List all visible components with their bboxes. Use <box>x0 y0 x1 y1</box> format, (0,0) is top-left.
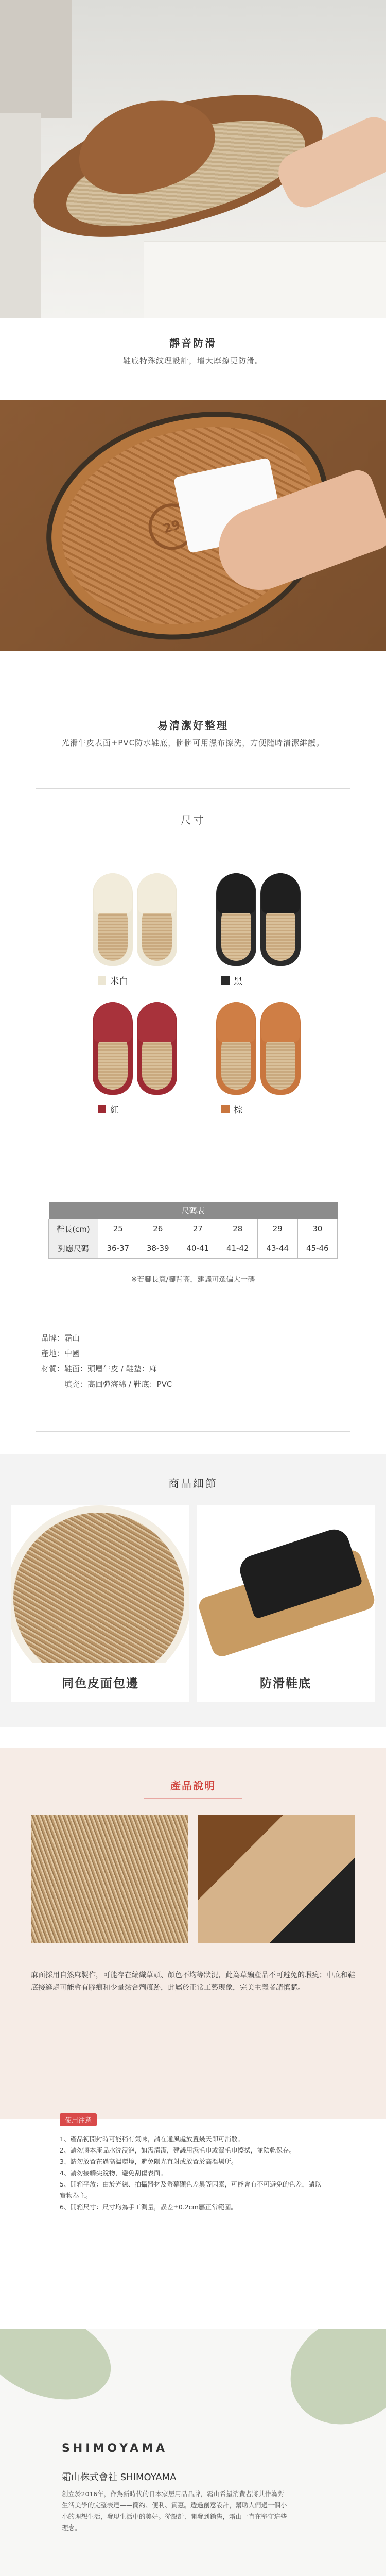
list-item: 3、請勿放置在過高溫環境，避免陽光直射或放置於高溫場所。 <box>60 2158 238 2165</box>
jute-footbed-image <box>11 1505 189 1663</box>
row-label: 鞋長(cm) <box>49 1219 98 1239</box>
detail-sole-photo <box>197 1505 375 1663</box>
slipper-strap <box>138 873 176 913</box>
list-item: 5、開箱平放：由於光線、拍攝器材及螢幕顯色差異等因素，可能會有不可避免的色差，請以實物為主。 <box>60 2180 321 2199</box>
slipper-strap <box>261 873 300 913</box>
row-label: 對應尺碼 <box>49 1239 98 1258</box>
slipper-pair-image <box>216 999 304 1100</box>
feature-quiet-caption <box>0 335 386 366</box>
brand-section <box>0 2329 386 2576</box>
table-cell: 38-39 <box>138 1239 178 1258</box>
size-table <box>48 1202 338 1259</box>
usage-notice <box>60 2113 327 2213</box>
color-options <box>0 871 386 1123</box>
slipper-pair-image <box>93 871 180 971</box>
table-header-row <box>49 1202 338 1219</box>
plant-leaf-image <box>271 2329 386 2446</box>
sole-seam-photo <box>198 1815 355 1943</box>
color-swatch <box>221 976 230 985</box>
list-item: 1、產品初開封時可能稍有氣味，請在通風處放置幾天即可消散。 <box>60 2135 244 2143</box>
brand-description: 創立於2016年，作為新時代的日本家居用品品牌，霜山希望消費者將其作為對生活美學的完整表達——簡約、便利、實惠。透過創意設計，幫助人們過一個小小的理想生活，發現生活中的美好。從設計、開發到銷售，霜山一直在堅守這些理念。 <box>62 2490 287 2532</box>
table-cell: 27 <box>178 1219 218 1239</box>
notice-badge: 使用注意 <box>60 2113 97 2126</box>
slipper-right <box>137 873 177 966</box>
section-title: 商品細節 <box>168 1478 218 1490</box>
table-cell: 43-44 <box>258 1239 298 1258</box>
color-swatch <box>98 976 106 985</box>
list-item: 6、開箱尺寸：尺寸均為手工測量，誤差±0.2cm屬正常範圍。 <box>60 2203 237 2211</box>
detail-caption: 同色皮面包邊 <box>11 1663 189 1702</box>
feature-title: 靜音防滑 <box>169 337 217 349</box>
table-row <box>49 1219 338 1239</box>
slipper-strap <box>261 1002 300 1042</box>
color-label <box>221 974 242 987</box>
table-cell: 28 <box>218 1219 258 1239</box>
color-name: 棕 <box>234 1105 242 1115</box>
sole-photo <box>0 400 386 651</box>
detail-caption: 防滑鞋底 <box>197 1663 375 1702</box>
size-note: ※若腳長寬/腳背高，建議可選偏大一碼 <box>131 1276 255 1284</box>
slipper-pair-image <box>93 999 180 1100</box>
slipper-right <box>137 1002 177 1095</box>
spec-origin: 產地：中國 <box>41 1349 80 1358</box>
table-cell: 26 <box>138 1219 178 1239</box>
sole-logo: 29 <box>143 498 201 556</box>
door-frame <box>0 0 72 118</box>
color-option-black[interactable] <box>190 871 319 989</box>
section-title: 產品說明 <box>170 1780 216 1792</box>
spec-filling: 填充：高回彈海綿 / 鞋底：PVC <box>64 1380 172 1389</box>
table-cell: 29 <box>258 1219 298 1239</box>
color-option-red[interactable] <box>67 999 196 1118</box>
color-label <box>221 1103 242 1115</box>
size-heading <box>0 812 386 827</box>
plant-leaf-image <box>0 2329 124 2416</box>
section-title: 尺寸 <box>181 814 205 826</box>
brand-name: 霜山株式會社 SHIMOYAMA <box>62 2472 177 2483</box>
color-swatch <box>98 1105 106 1113</box>
color-name: 黑 <box>234 976 242 987</box>
color-option-brown[interactable] <box>190 999 319 1118</box>
color-name: 米白 <box>110 976 128 987</box>
divider <box>36 1431 350 1432</box>
list-item: 2、請勿將本產品水洗浸泡，如需清潔，建議用濕毛巾或濕毛巾擦拭，並陰乾保存。 <box>60 2146 295 2154</box>
slipper-left <box>216 873 256 966</box>
slipper-left <box>216 1002 256 1095</box>
slipper-strap <box>138 1002 176 1042</box>
slipper-strap <box>94 1002 132 1042</box>
feature-title: 易清潔好整理 <box>157 719 229 732</box>
title-underline <box>144 1798 242 1799</box>
notice-list <box>60 2133 327 2213</box>
table-cell: 45-46 <box>297 1239 338 1258</box>
table-cell: 25 <box>98 1219 138 1239</box>
table-cell: 36-37 <box>98 1239 138 1258</box>
color-label <box>98 974 128 987</box>
brand-logo: SHIMOYAMA <box>62 2442 168 2455</box>
details-section <box>0 1454 386 1727</box>
color-name: 紅 <box>110 1105 119 1115</box>
detail-edge-photo <box>11 1505 189 1663</box>
slipper-right <box>260 1002 301 1095</box>
divider <box>36 788 350 789</box>
color-swatch <box>221 1105 230 1113</box>
slipper-right <box>260 873 301 966</box>
slipper-strap <box>94 873 132 913</box>
spec-list <box>41 1330 172 1392</box>
description-section <box>0 1748 386 2119</box>
slipper-left <box>93 1002 133 1095</box>
slipper-pair-image <box>216 871 304 971</box>
table-cell: 40-41 <box>178 1239 218 1258</box>
feature-desc: 光滑牛皮表面+PVC防水鞋底，髒髒可用濕布擦洗，方便隨時清潔維護。 <box>61 738 325 748</box>
feature-clean-caption <box>0 717 386 748</box>
slipper-strap <box>217 873 255 913</box>
table-row <box>49 1239 338 1258</box>
description-text: 麻面採用自然麻製作，可能存在編織草頭、顏色不均等狀況，此為草編產品不可避免的瑕疵；中底和鞋底接縫處可能會有膠痕和少量黏合劑痕跡，此屬於正常工藝現象，完美主義者請慎購。 <box>31 1971 355 1992</box>
table-cell: 41-42 <box>218 1239 258 1258</box>
spec-brand: 品牌：霜山 <box>41 1333 80 1343</box>
floor-mat <box>144 241 386 318</box>
wall-panel <box>0 113 41 318</box>
slipper-left <box>93 873 133 966</box>
hero-photo <box>0 0 386 318</box>
jute-texture-photo <box>31 1815 188 1943</box>
slipper-strap <box>217 1002 255 1042</box>
color-option-beige[interactable] <box>67 871 196 989</box>
color-label <box>98 1103 119 1115</box>
feature-desc: 鞋底特殊紋理設計，增大摩擦更防滑。 <box>122 356 263 365</box>
spec-material: 材質：鞋面：頭層牛皮 / 鞋墊：麻 <box>41 1364 157 1374</box>
table-title: 尺碼表 <box>49 1202 338 1219</box>
table-cell: 30 <box>297 1219 338 1239</box>
details-heading <box>0 1476 386 1491</box>
list-item: 4、請勿接觸尖銳物，避免刮傷表面。 <box>60 2169 167 2177</box>
